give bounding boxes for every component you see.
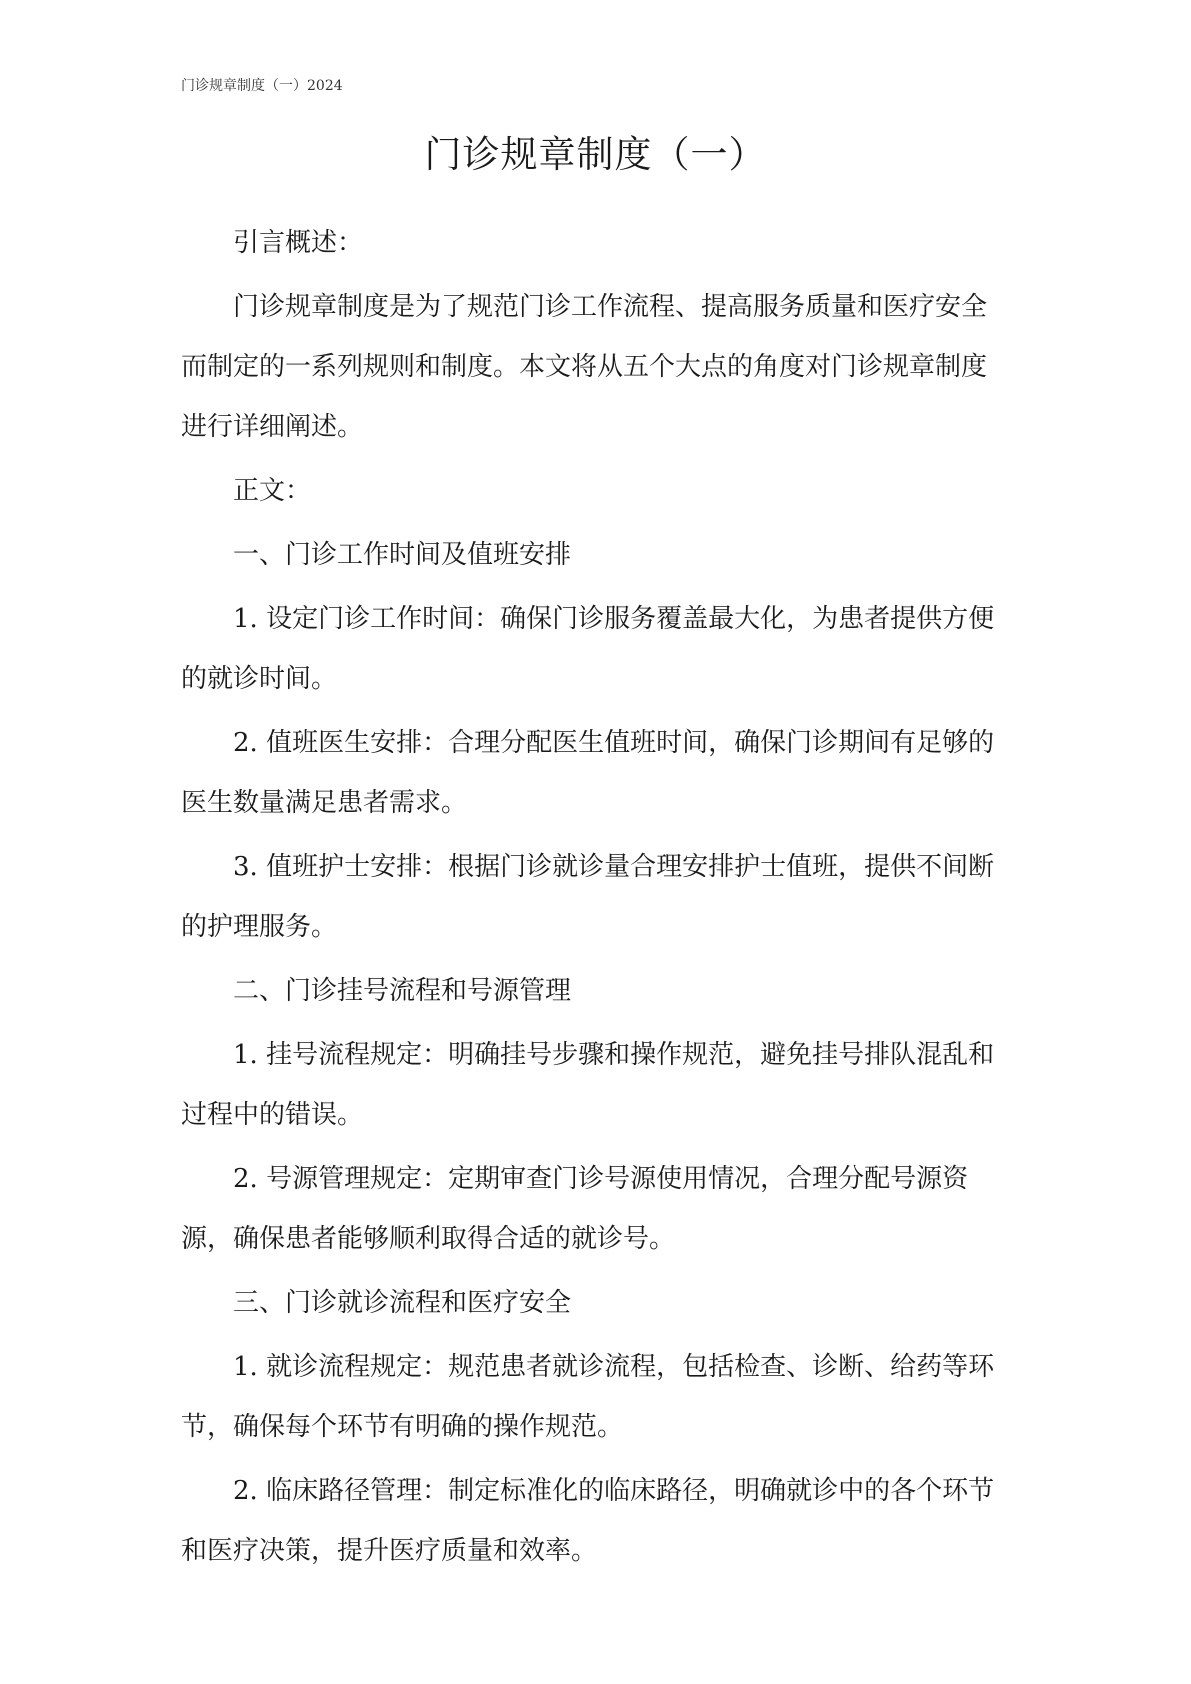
section-2-item-1: 1. 挂号流程规定：明确挂号步骤和操作规范，避免挂号排队混乱和过程中的错误。 [181, 1040, 995, 1130]
body-heading: 正文： [233, 476, 312, 506]
section-1-item-3: 3. 值班护士安排：根据门诊就诊量合理安排护士值班，提供不间断的护理服务。 [181, 852, 995, 942]
section-1-item-1: 1. 设定门诊工作时间：确保门诊服务覆盖最大化，为患者提供方便的就诊时间。 [181, 604, 995, 694]
section-heading-3: 三、门诊就诊流程和医疗安全 [233, 1288, 572, 1318]
section-3-item-2: 2. 临床路径管理：制定标准化的临床路径，明确就诊中的各个环节和医疗决策，提升医疗质量和效率。 [181, 1476, 995, 1566]
document-body [181, 213, 1011, 1585]
section-1-item-2: 2. 值班医生安排：合理分配医生值班时间，确保门诊期间有足够的医生数量满足患者需求。 [181, 728, 995, 818]
intro-paragraph: 门诊规章制度是为了规范门诊工作流程、提高服务质量和医疗安全而制定的一系列规则和制度。本文将从五个大点的角度对门诊规章制度进行详细阐述。 [181, 292, 988, 442]
section-heading-2: 二、门诊挂号流程和号源管理 [233, 976, 572, 1006]
section-3-item-1: 1. 就诊流程规定：规范患者就诊流程，包括检查、诊断、给药等环节，确保每个环节有明确的操作规范。 [181, 1352, 995, 1442]
intro-heading: 引言概述： [233, 228, 364, 258]
section-2-item-2: 2. 号源管理规定：定期审查门诊号源使用情况，合理分配号源资源，确保患者能够顺利取得合适的就诊号。 [181, 1164, 969, 1254]
section-heading-1: 一、门诊工作时间及值班安排 [233, 540, 572, 570]
running-header: 门诊规章制度（一）2024 [181, 78, 343, 94]
document-title: 门诊规章制度（一） [424, 133, 767, 176]
